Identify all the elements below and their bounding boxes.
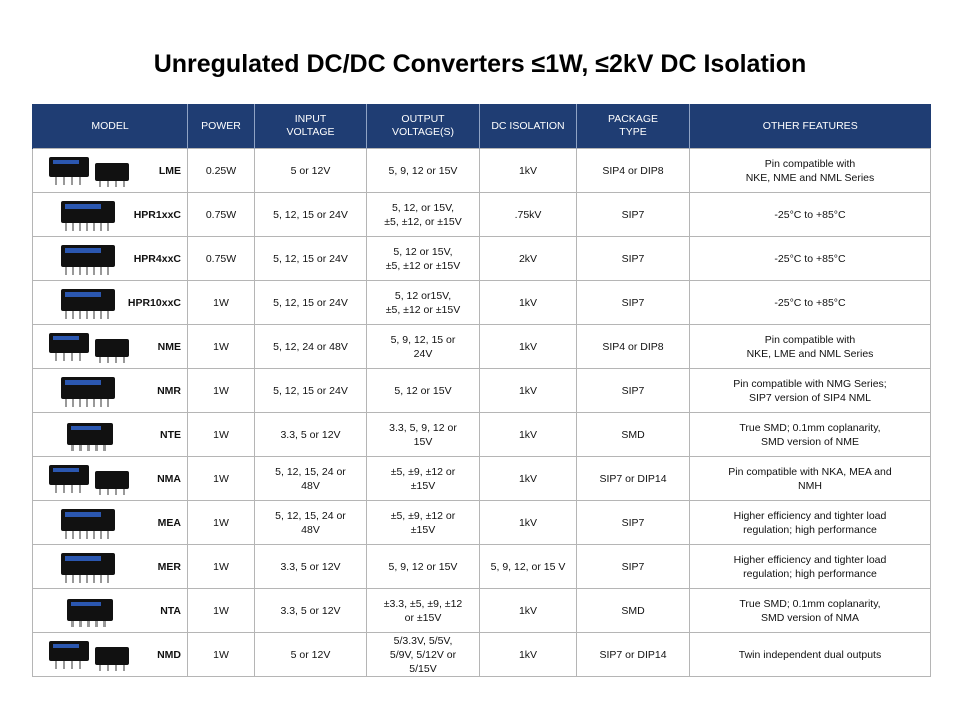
model-name: MEA — [157, 516, 181, 529]
sip-module-pair-image — [43, 637, 139, 673]
table-row — [33, 589, 931, 633]
cell-model — [33, 545, 188, 589]
cell-dc-isolation: .75kV — [480, 193, 577, 237]
header-input-voltage: INPUT VOLTAGE — [255, 104, 367, 149]
cell-output-voltage: 5/3.3V, 5/5V, 5/9V, 5/12V or 5/15V — [367, 633, 480, 677]
cell-output-voltage: 5, 9, 12, 15 or 24V — [367, 325, 480, 369]
cell-other-features: True SMD; 0.1mm coplanarity, SMD version of NME — [690, 413, 931, 457]
model-name: NMD — [157, 648, 181, 661]
table-row — [33, 457, 931, 501]
cell-package-type: SIP7 — [577, 237, 690, 281]
cell-power: 1W — [188, 545, 255, 589]
cell-input-voltage: 5, 12, 15 or 24V — [255, 281, 367, 325]
model-name: NMR — [157, 384, 181, 397]
cell-input-voltage: 5, 12, 15, 24 or 48V — [255, 457, 367, 501]
sip7-module-image — [43, 549, 139, 585]
cell-output-voltage: 5, 12 or 15V — [367, 369, 480, 413]
cell-package-type: SIP4 or DIP8 — [577, 149, 690, 193]
cell-package-type: SIP7 — [577, 193, 690, 237]
page-title: Unregulated DC/DC Converters ≤1W, ≤2kV DC Isolation — [153, 50, 807, 78]
cell-package-type: SIP7 — [577, 501, 690, 545]
cell-power: 1W — [188, 281, 255, 325]
cell-input-voltage: 3.3, 5 or 12V — [255, 413, 367, 457]
sip7-module-image — [43, 373, 139, 409]
smd-module-image — [43, 417, 139, 453]
cell-output-voltage: ±5, ±9, ±12 or ±15V — [367, 501, 480, 545]
cell-power: 1W — [188, 633, 255, 677]
cell-other-features: -25°C to +85°C — [690, 193, 931, 237]
model-name: NMA — [157, 472, 181, 485]
cell-output-voltage: ±5, ±9, ±12 or ±15V — [367, 457, 480, 501]
cell-input-voltage: 5, 12, 15, 24 or 48V — [255, 501, 367, 545]
cell-input-voltage: 5, 12, 24 or 48V — [255, 325, 367, 369]
header-model: MODEL — [33, 104, 188, 149]
sip7-module-image — [43, 505, 139, 541]
table-row — [33, 501, 931, 545]
cell-package-type: SIP7 or DIP14 — [577, 633, 690, 677]
table-row — [33, 413, 931, 457]
cell-package-type: SIP7 — [577, 281, 690, 325]
table-row — [33, 281, 931, 325]
table-row — [33, 237, 931, 281]
cell-dc-isolation: 1kV — [480, 369, 577, 413]
cell-output-voltage: ±3.3, ±5, ±9, ±12 or ±15V — [367, 589, 480, 633]
sip-module-pair-image — [43, 153, 139, 189]
header-dc-isolation: DC ISOLATION — [480, 104, 577, 149]
table-row — [33, 633, 931, 677]
cell-power: 1W — [188, 369, 255, 413]
sip7-module-image — [43, 241, 139, 277]
cell-model — [33, 369, 188, 413]
cell-other-features: True SMD; 0.1mm coplanarity, SMD version of NMA — [690, 589, 931, 633]
sip-module-pair-image — [43, 329, 139, 365]
cell-output-voltage: 3.3, 5, 9, 12 or 15V — [367, 413, 480, 457]
model-name: HPR10xxC — [127, 296, 181, 309]
cell-input-voltage: 5, 12, 15 or 24V — [255, 237, 367, 281]
cell-output-voltage: 5, 12, or 15V, ±5, ±12, or ±15V — [367, 193, 480, 237]
converter-spec-table — [32, 104, 931, 677]
cell-output-voltage: 5, 12 or 15V, ±5, ±12 or ±15V — [367, 237, 480, 281]
header-output-voltage: OUTPUT VOLTAGE(S) — [367, 104, 480, 149]
cell-other-features: Higher efficiency and tighter load regulation; high performance — [690, 501, 931, 545]
cell-power: 1W — [188, 457, 255, 501]
cell-package-type: SIP4 or DIP8 — [577, 325, 690, 369]
cell-other-features: -25°C to +85°C — [690, 281, 931, 325]
cell-package-type: SIP7 or DIP14 — [577, 457, 690, 501]
cell-other-features: Pin compatible with NKE, NME and NML Series — [690, 149, 931, 193]
model-name: NME — [157, 340, 181, 353]
table-row — [33, 149, 931, 193]
sip-module-pair-image — [43, 461, 139, 497]
cell-other-features: Twin independent dual outputs — [690, 633, 931, 677]
cell-other-features: Higher efficiency and tighter load regulation; high performance — [690, 545, 931, 589]
model-name: NTA — [160, 604, 181, 617]
sip7-module-image — [43, 197, 139, 233]
cell-model — [33, 237, 188, 281]
cell-input-voltage: 5, 12, 15 or 24V — [255, 193, 367, 237]
cell-model — [33, 501, 188, 545]
cell-power: 1W — [188, 589, 255, 633]
table-row — [33, 545, 931, 589]
model-name: LME — [158, 164, 181, 177]
cell-dc-isolation: 1kV — [480, 457, 577, 501]
cell-dc-isolation: 1kV — [480, 325, 577, 369]
cell-package-type: SIP7 — [577, 545, 690, 589]
cell-output-voltage: 5, 12 or15V, ±5, ±12 or ±15V — [367, 281, 480, 325]
cell-model — [33, 633, 188, 677]
cell-dc-isolation: 5, 9, 12, or 15 V — [480, 545, 577, 589]
model-name: HPR4xxC — [133, 252, 181, 265]
cell-package-type: SMD — [577, 589, 690, 633]
model-name: HPR1xxC — [133, 208, 181, 221]
cell-model — [33, 589, 188, 633]
cell-other-features: Pin compatible with NKA, MEA and NMH — [690, 457, 931, 501]
cell-model — [33, 193, 188, 237]
model-name: MER — [157, 560, 181, 573]
cell-output-voltage: 5, 9, 12 or 15V — [367, 545, 480, 589]
table-row — [33, 193, 931, 237]
cell-input-voltage: 5, 12, 15 or 24V — [255, 369, 367, 413]
cell-power: 1W — [188, 501, 255, 545]
cell-power: 0.75W — [188, 237, 255, 281]
header-other-features: OTHER FEATURES — [690, 104, 931, 149]
cell-power: 0.75W — [188, 193, 255, 237]
header-package-type: PACKAGE TYPE — [577, 104, 690, 149]
cell-input-voltage: 5 or 12V — [255, 149, 367, 193]
sip7-module-image — [43, 285, 139, 321]
cell-dc-isolation: 2kV — [480, 237, 577, 281]
cell-other-features: Pin compatible with NKE, LME and NML Series — [690, 325, 931, 369]
cell-input-voltage: 3.3, 5 or 12V — [255, 545, 367, 589]
cell-input-voltage: 3.3, 5 or 12V — [255, 589, 367, 633]
cell-model — [33, 413, 188, 457]
cell-package-type: SIP7 — [577, 369, 690, 413]
cell-model — [33, 457, 188, 501]
header-power: POWER — [188, 104, 255, 149]
cell-other-features: Pin compatible with NMG Series; SIP7 version of SIP4 NML — [690, 369, 931, 413]
smd-module-image — [43, 593, 139, 629]
table-row — [33, 369, 931, 413]
cell-dc-isolation: 1kV — [480, 501, 577, 545]
cell-dc-isolation: 1kV — [480, 589, 577, 633]
model-name: NTE — [160, 428, 181, 441]
cell-power: 1W — [188, 413, 255, 457]
cell-dc-isolation: 1kV — [480, 281, 577, 325]
cell-other-features: -25°C to +85°C — [690, 237, 931, 281]
cell-power: 1W — [188, 325, 255, 369]
cell-power: 0.25W — [188, 149, 255, 193]
cell-model — [33, 325, 188, 369]
cell-dc-isolation: 1kV — [480, 633, 577, 677]
cell-dc-isolation: 1kV — [480, 149, 577, 193]
cell-model — [33, 281, 188, 325]
cell-package-type: SMD — [577, 413, 690, 457]
cell-dc-isolation: 1kV — [480, 413, 577, 457]
table-header-row — [33, 104, 931, 149]
table-row — [33, 325, 931, 369]
cell-model — [33, 149, 188, 193]
cell-output-voltage: 5, 9, 12 or 15V — [367, 149, 480, 193]
cell-input-voltage: 5 or 12V — [255, 633, 367, 677]
